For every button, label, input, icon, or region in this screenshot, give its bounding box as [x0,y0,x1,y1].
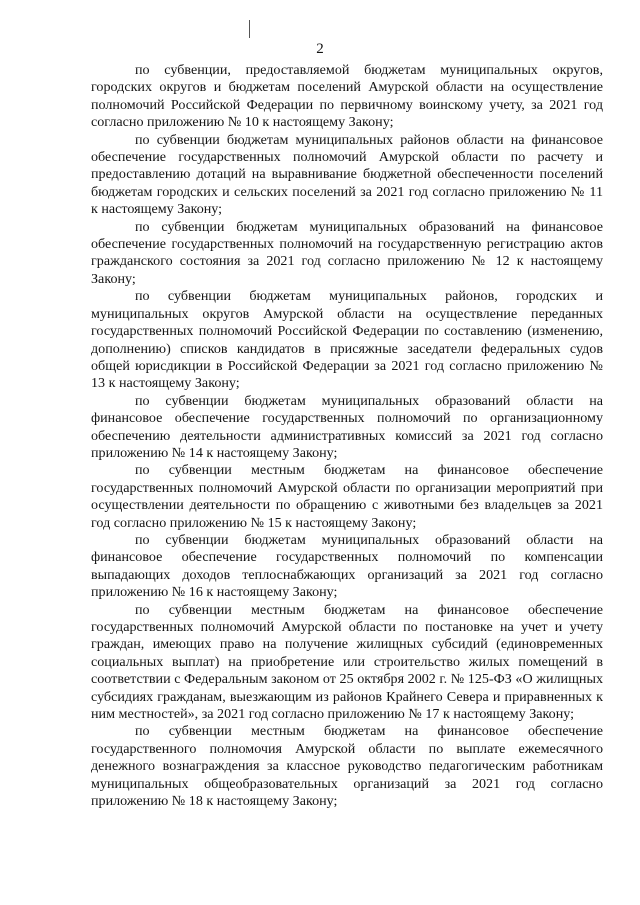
paragraph: по субвенции бюджетам муниципальных образований на финансовое обеспечение государственных полномочий на государственную регистрацию актов гражданского состояния за 2021 год согласно приложению № 12 к настоящему Закону; [91,218,603,287]
paragraph: по субвенции бюджетам муниципальных районов, городских и муниципальных округов Амурской области на осуществление переданных государственных полномочий Российской Федерации по составлению (изменению, дополнению) списков кандидатов в присяжные заседатели федеральных судов общей юрисдикции в Российской Федерации за 2021 год согласно приложению № 13 к настоящему Закону; [91,288,603,392]
paragraph: по субвенции местным бюджетам на финансовое обеспечение государственного полномочия Амурской области по выплате ежемесячного денежного вознаграждения за классное руководство педагогическим работникам муниципальных общеобразовательных организаций за 2021 год согласно приложению № 18 к настоящему Закону; [91,723,603,810]
paragraph: по субвенции бюджетам муниципальных районов области на финансовое обеспечение государственных полномочий Амурской области по расчету и предоставлению дотаций на выравнивание бюджетной обеспеченности поселений бюджетам городских и сельских поселений за 2021 год согласно приложению № 11 к настоящему Закону; [91,131,603,218]
paragraph: по субвенции бюджетам муниципальных образований области на финансовое обеспечение государственных полномочий по организационному обеспечению деятельности административных комиссий за 2021 год согласно приложению № 14 к настоящему Закону; [91,392,603,461]
paragraph: по субвенции бюджетам муниципальных образований области на финансовое обеспечение государственных полномочий по компенсации выпадающих доходов теплоснабжающих организаций за 2021 год согласно приложению № 16 к настоящему Закону; [91,531,603,601]
document-body [91,62,603,810]
paragraph: по субвенции, предоставляемой бюджетам муниципальных округов, городских округов и бюджетам поселений Амурской области на осуществление полномочий Российской Федерации по первичному воинскому учету, за 2021 год согласно приложению № 10 к настоящему Закону; [91,62,603,131]
scan-mark [249,20,250,38]
paragraph: по субвенции местным бюджетам на финансовое обеспечение государственных полномочий Амурской области по постановке на учет и учету граждан, имеющих право на получение жилищных субсидий (единовременных социальных выплат) на приобретение или строительство жилых помещений в соответствии с Федеральным законом от 25 октября 2002 г. № 125-ФЗ «О жилищных субсидиях гражданам, выезжающим из районов Крайнего Севера и приравненных к ним местностей», за 2021 год согласно приложению № 17 к настоящему Закону; [91,601,603,723]
paragraph: по субвенции местным бюджетам на финансовое обеспечение государственных полномочий Амурской области по организации мероприятий при осуществлении деятельности по обращению с животными без владельцев за 2021 год согласно приложению № 15 к настоящему Закону; [91,462,603,531]
page-number: 2 [316,41,324,57]
